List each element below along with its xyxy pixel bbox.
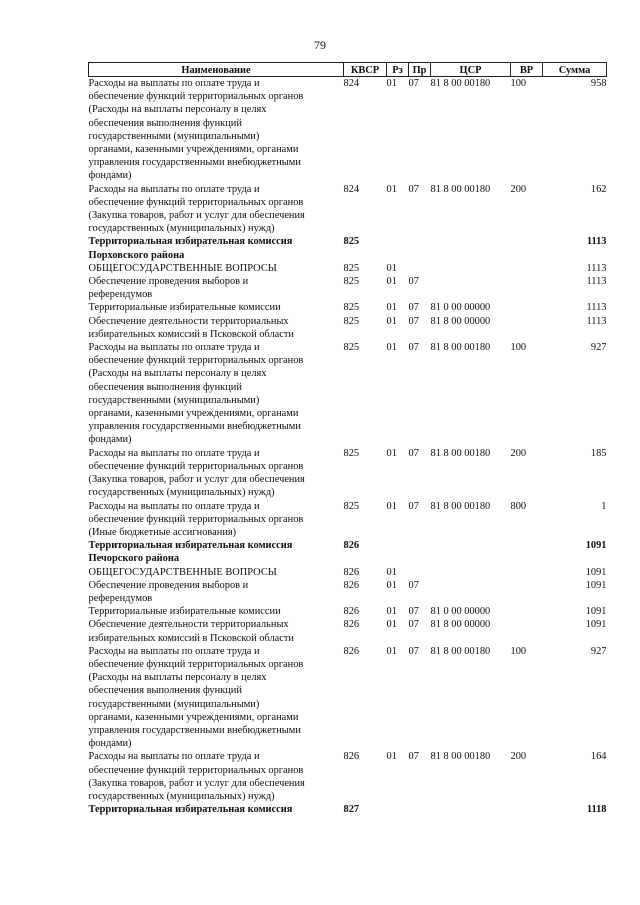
cell-kvsr: 824 <box>343 78 360 89</box>
table-row <box>89 301 607 314</box>
cell-name-line: избирательных комиссий в Псковской области <box>88 328 294 340</box>
cell-name-line: обеспечение функций территориальных органов <box>88 355 304 367</box>
cell-name-line: Расходы на выплаты по оплате труда и <box>88 447 260 459</box>
cell-rz: 01 <box>386 262 397 274</box>
cell-sum: 1118 <box>586 804 607 816</box>
table-row <box>89 539 607 565</box>
cell-name <box>89 539 344 565</box>
cell-name <box>89 262 344 275</box>
cell-sum: 1091 <box>585 606 607 618</box>
cell-sum: 1113 <box>586 276 607 288</box>
cell-kvsr: 826 <box>343 751 360 763</box>
cell-vr: 100 <box>510 645 527 657</box>
cell-sum: 162 <box>590 183 607 195</box>
cell-pr: 07 <box>408 302 419 314</box>
cell-vr <box>511 605 543 618</box>
cell-pr: 07 <box>408 183 419 195</box>
table-row <box>89 447 607 500</box>
cell-name-line: Обеспечение деятельности территориальных <box>88 619 289 631</box>
cell-csr: 81 8 00 00180 <box>430 645 491 657</box>
table-row <box>89 803 607 816</box>
cell-pr: 07 <box>408 342 419 354</box>
cell-vr <box>511 315 543 341</box>
cell-name-line: (Закупка товаров, работ и услуг для обеспечения <box>88 474 305 486</box>
header-pr: Пр <box>409 63 431 77</box>
cell-csr <box>431 579 511 605</box>
cell-name-line: Обеспечение проведения выборов и <box>88 579 249 591</box>
cell-name-line: управления государственными внебюджетными <box>88 421 301 433</box>
cell-name-line: Обеспечение деятельности территориальных <box>88 315 289 327</box>
cell-name <box>89 605 344 618</box>
table-row <box>89 341 607 447</box>
cell-csr <box>431 566 511 579</box>
budget-table <box>88 62 607 816</box>
table-row <box>89 605 607 618</box>
cell-csr: 81 8 00 00180 <box>430 78 491 89</box>
cell-kvsr: 824 <box>343 183 360 195</box>
header-kvsr: КВСР <box>344 63 387 77</box>
table-header <box>89 63 607 77</box>
cell-rz: 01 <box>386 315 397 327</box>
cell-vr: 800 <box>510 500 527 512</box>
cell-name-line: государственных (муниципальных) нужд) <box>88 223 275 235</box>
header-csr: ЦСР <box>431 63 511 77</box>
cell-kvsr: 826 <box>343 619 360 631</box>
cell-rz: 01 <box>386 342 397 354</box>
cell-sum: 958 <box>590 78 607 89</box>
cell-vr: 100 <box>510 78 527 89</box>
cell-name <box>89 750 344 803</box>
table-row <box>89 315 607 341</box>
cell-vr <box>511 618 543 644</box>
cell-kvsr: 825 <box>343 447 360 459</box>
cell-rz: 01 <box>386 276 397 288</box>
cell-name-line: обеспечение функций территориальных органов <box>88 658 304 670</box>
table-row <box>89 618 607 644</box>
cell-name-line: Расходы на выплаты по оплате труда и <box>88 751 260 763</box>
cell-kvsr: 826 <box>343 540 360 552</box>
cell-sum: 1113 <box>586 302 607 314</box>
cell-kvsr: 825 <box>343 236 360 248</box>
cell-name <box>89 77 344 183</box>
cell-vr <box>511 566 543 579</box>
cell-name-line: обеспечения выполнения функций <box>88 685 242 697</box>
cell-sum: 1113 <box>586 262 607 274</box>
cell-name-line: Расходы на выплаты по оплате труда и <box>88 500 260 512</box>
cell-kvsr: 826 <box>343 566 360 578</box>
cell-name-line: управления государственными внебюджетными <box>88 724 301 736</box>
cell-pr: 07 <box>408 447 419 459</box>
cell-kvsr: 825 <box>343 276 360 288</box>
cell-csr <box>431 235 511 261</box>
cell-name-line: обеспечение функций территориальных органов <box>88 513 304 525</box>
cell-rz: 01 <box>386 619 397 631</box>
cell-sum: 1091 <box>585 619 607 631</box>
cell-csr: 81 8 00 00180 <box>430 183 491 195</box>
cell-name <box>89 275 344 301</box>
cell-name-line: избирательных комиссий в Псковской области <box>88 632 294 644</box>
cell-rz: 01 <box>386 566 397 578</box>
page-number: 79 <box>314 38 326 52</box>
cell-name-line: Территориальные избирательные комиссии <box>88 606 281 618</box>
cell-vr <box>511 262 543 275</box>
cell-name-line: фондами) <box>88 170 132 182</box>
cell-csr: 81 8 00 00180 <box>430 342 491 354</box>
cell-pr <box>409 539 431 565</box>
cell-name-line: референдумов <box>88 592 153 604</box>
cell-name-line: Расходы на выплаты по оплате труда и <box>88 342 260 354</box>
cell-name-line: ОБЩЕГОСУДАРСТВЕННЫЕ ВОПРОСЫ <box>88 262 277 274</box>
cell-pr: 07 <box>408 619 419 631</box>
table-row <box>89 750 607 803</box>
table-row <box>89 262 607 275</box>
cell-rz: 01 <box>386 500 397 512</box>
cell-csr: 81 8 00 00180 <box>430 751 491 763</box>
cell-pr: 07 <box>408 78 419 89</box>
table-row <box>89 566 607 579</box>
cell-name-line: органами, казенными учреждениями, органами <box>88 144 299 156</box>
table-row <box>89 183 607 236</box>
cell-sum: 927 <box>590 342 607 354</box>
cell-name-line: Территориальная избирательная комиссия <box>88 540 293 552</box>
cell-sum: 1091 <box>585 540 607 552</box>
cell-rz: 01 <box>386 447 397 459</box>
cell-name <box>89 447 344 500</box>
cell-pr <box>409 803 431 816</box>
cell-sum: 1091 <box>585 566 607 578</box>
cell-name <box>89 500 344 540</box>
cell-sum: 185 <box>590 447 607 459</box>
cell-name-line: (Иные бюджетные ассигнования) <box>88 526 237 538</box>
cell-name-line: Расходы на выплаты по оплате труда и <box>88 645 260 657</box>
cell-name-line: обеспечения выполнения функций <box>88 117 242 129</box>
table-row <box>89 579 607 605</box>
cell-rz: 01 <box>386 183 397 195</box>
cell-pr <box>409 235 431 261</box>
cell-name <box>89 566 344 579</box>
cell-pr: 07 <box>408 579 419 591</box>
cell-rz: 01 <box>386 751 397 763</box>
table-row <box>89 500 607 540</box>
cell-csr <box>431 275 511 301</box>
cell-rz: 01 <box>386 302 397 314</box>
cell-sum: 1091 <box>585 579 607 591</box>
cell-name <box>89 301 344 314</box>
cell-name-line: обеспечение функций территориальных органов <box>88 91 304 103</box>
cell-name <box>89 645 344 751</box>
header-sum: Сумма <box>543 63 607 77</box>
cell-name-line: ОБЩЕГОСУДАРСТВЕННЫЕ ВОПРОСЫ <box>88 566 277 578</box>
header-vr: ВР <box>511 63 543 77</box>
cell-pr: 07 <box>408 751 419 763</box>
cell-rz <box>387 539 409 565</box>
cell-vr <box>511 301 543 314</box>
cell-csr <box>431 262 511 275</box>
cell-vr: 100 <box>510 342 527 354</box>
cell-name-line: государственными (муниципальными) <box>88 130 260 142</box>
table-body <box>89 77 607 817</box>
cell-name <box>89 315 344 341</box>
cell-csr <box>431 539 511 565</box>
header-row <box>89 63 607 77</box>
cell-kvsr: 827 <box>343 804 360 816</box>
cell-kvsr: 825 <box>343 342 360 354</box>
cell-kvsr: 826 <box>343 579 360 591</box>
cell-csr <box>431 803 511 816</box>
cell-name-line: (Закупка товаров, работ и услуг для обеспечения <box>88 210 305 222</box>
cell-kvsr: 825 <box>343 302 360 314</box>
table-row <box>89 77 607 183</box>
table-row <box>89 275 607 301</box>
cell-name-line: обеспечения выполнения функций <box>88 381 242 393</box>
cell-vr <box>511 275 543 301</box>
cell-name-line: референдумов <box>88 289 153 301</box>
cell-name-line: Территориальная избирательная комиссия <box>88 236 293 248</box>
header-rz: Рз <box>387 63 409 77</box>
cell-pr: 07 <box>408 500 419 512</box>
cell-rz: 01 <box>386 579 397 591</box>
cell-name-line: Расходы на выплаты по оплате труда и <box>88 183 260 195</box>
cell-vr: 200 <box>510 183 527 195</box>
cell-pr <box>409 566 431 579</box>
cell-csr: 81 0 00 00000 <box>430 302 491 314</box>
cell-name-line: фондами) <box>88 434 132 446</box>
cell-name-line: государственных (муниципальных) нужд) <box>88 790 275 802</box>
cell-pr: 07 <box>408 315 419 327</box>
cell-name-line: государственными (муниципальными) <box>88 698 260 710</box>
cell-vr <box>511 579 543 605</box>
cell-name <box>89 803 344 816</box>
cell-pr: 07 <box>408 606 419 618</box>
cell-sum: 1 <box>601 500 607 512</box>
cell-name-line: Печорского района <box>88 553 180 565</box>
cell-name-line: Территориальная избирательная комиссия <box>88 804 293 816</box>
cell-vr: 200 <box>510 751 527 763</box>
cell-pr: 07 <box>408 645 419 657</box>
cell-name-line: управления государственными внебюджетными <box>88 157 301 169</box>
cell-name-line: Расходы на выплаты по оплате труда и <box>88 78 260 89</box>
cell-csr: 81 8 00 00180 <box>430 447 491 459</box>
cell-sum: 1113 <box>586 236 607 248</box>
cell-vr <box>511 803 543 816</box>
cell-csr: 81 0 00 00000 <box>430 606 491 618</box>
cell-rz: 01 <box>386 645 397 657</box>
header-name: Наименование <box>89 63 344 77</box>
cell-name <box>89 618 344 644</box>
cell-name <box>89 235 344 261</box>
cell-name-line: органами, казенными учреждениями, органами <box>88 711 299 723</box>
cell-sum: 1113 <box>586 315 607 327</box>
cell-pr <box>409 262 431 275</box>
cell-sum: 164 <box>590 751 607 763</box>
cell-name-line: Порховского района <box>88 249 185 261</box>
cell-rz <box>387 235 409 261</box>
cell-kvsr: 826 <box>343 606 360 618</box>
cell-kvsr: 826 <box>343 645 360 657</box>
cell-name-line: органами, казенными учреждениями, органами <box>88 408 299 420</box>
cell-name-line: (Расходы на выплаты персоналу в целях <box>88 672 267 684</box>
table-row <box>89 235 607 261</box>
cell-name <box>89 579 344 605</box>
cell-name-line: фондами) <box>88 738 132 750</box>
cell-rz <box>387 803 409 816</box>
cell-name-line: (Расходы на выплаты персоналу в целях <box>88 104 267 116</box>
cell-rz: 01 <box>386 78 397 89</box>
cell-csr: 81 8 00 00180 <box>430 500 491 512</box>
cell-kvsr: 825 <box>343 262 360 274</box>
cell-name <box>89 183 344 236</box>
cell-name-line: (Расходы на выплаты персоналу в целях <box>88 368 267 380</box>
cell-csr: 81 8 00 00000 <box>430 315 491 327</box>
cell-name-line: государственными (муниципальными) <box>88 394 260 406</box>
cell-name-line: Обеспечение проведения выборов и <box>88 276 249 288</box>
cell-name-line: государственных (муниципальных) нужд) <box>88 487 275 499</box>
cell-rz: 01 <box>386 606 397 618</box>
cell-name-line: (Закупка товаров, работ и услуг для обеспечения <box>88 777 305 789</box>
cell-csr: 81 8 00 00000 <box>430 619 491 631</box>
cell-vr <box>511 235 543 261</box>
budget-table-container <box>88 62 606 816</box>
table-row <box>89 645 607 751</box>
cell-kvsr: 825 <box>343 500 360 512</box>
cell-name-line: Территориальные избирательные комиссии <box>88 302 281 314</box>
cell-vr: 200 <box>510 447 527 459</box>
cell-name-line: обеспечение функций территориальных органов <box>88 460 304 472</box>
cell-kvsr: 825 <box>343 315 360 327</box>
cell-vr <box>511 539 543 565</box>
cell-name <box>89 341 344 447</box>
cell-name-line: обеспечение функций территориальных органов <box>88 196 304 208</box>
cell-sum: 927 <box>590 645 607 657</box>
cell-name-line: обеспечение функций территориальных органов <box>88 764 304 776</box>
cell-pr: 07 <box>408 276 419 288</box>
